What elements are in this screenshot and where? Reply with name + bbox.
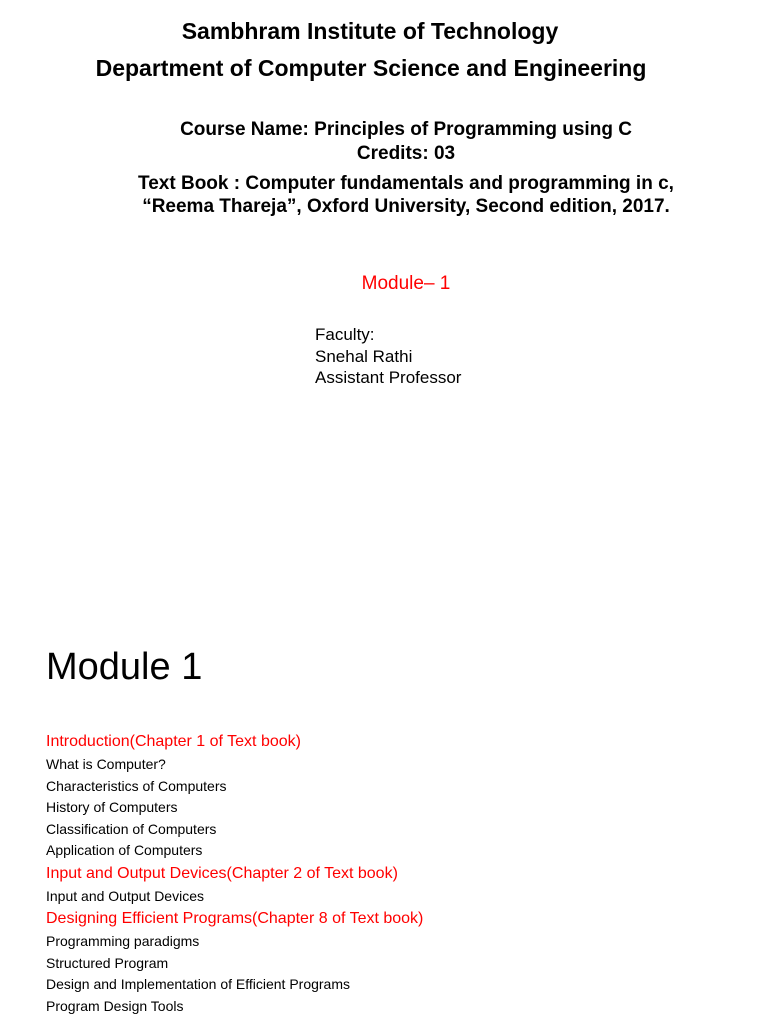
topic-item: Classification of Computers — [46, 820, 217, 837]
topic-list — [46, 730, 746, 1017]
course-info — [100, 118, 712, 166]
topic-item: Design and Implementation of Efficient Programs — [46, 976, 351, 992]
textbook-reference: Text Book : Computer fundamentals and programming in c, “Reema Thareja”, Oxford University, Second edition, 2017. — [138, 173, 674, 217]
faculty-info — [315, 324, 461, 389]
topic-item: Structured Program — [46, 954, 169, 971]
institute-name: Sambhram Institute of Technology — [181, 18, 559, 44]
chapter-heading: Introduction(Chapter 1 of Text book) — [46, 733, 301, 750]
module-heading: Module 1 — [46, 646, 203, 688]
topic-item: History of Computers — [46, 799, 178, 815]
topic-item: Characteristics of Computers — [46, 777, 227, 794]
chapter-heading: Designing Efficient Programs(Chapter 8 of Text book) — [46, 910, 424, 927]
topic-item: What is Computer? — [46, 756, 166, 772]
faculty-label: Faculty: — [315, 325, 375, 344]
faculty-name: Snehal Rathi — [315, 346, 413, 366]
topic-item: Application of Computers — [46, 842, 203, 858]
topic-item: Programming paradigms — [46, 933, 200, 949]
course-name: Course Name: Principles of Programming using C — [180, 119, 632, 140]
module-label: Module– 1 — [361, 273, 451, 294]
chapter-heading: Input and Output Devices(Chapter 2 of Text book) — [46, 864, 398, 882]
topic-item: Input and Output Devices — [46, 887, 204, 904]
topic-item: Program Design Tools — [46, 997, 184, 1014]
course-credits: Credits: 03 — [356, 143, 456, 164]
department-name: Department of Computer Science and Engineering — [95, 55, 647, 81]
module-outline-slide — [0, 512, 768, 1024]
faculty-title: Assistant Professor — [315, 368, 462, 387]
